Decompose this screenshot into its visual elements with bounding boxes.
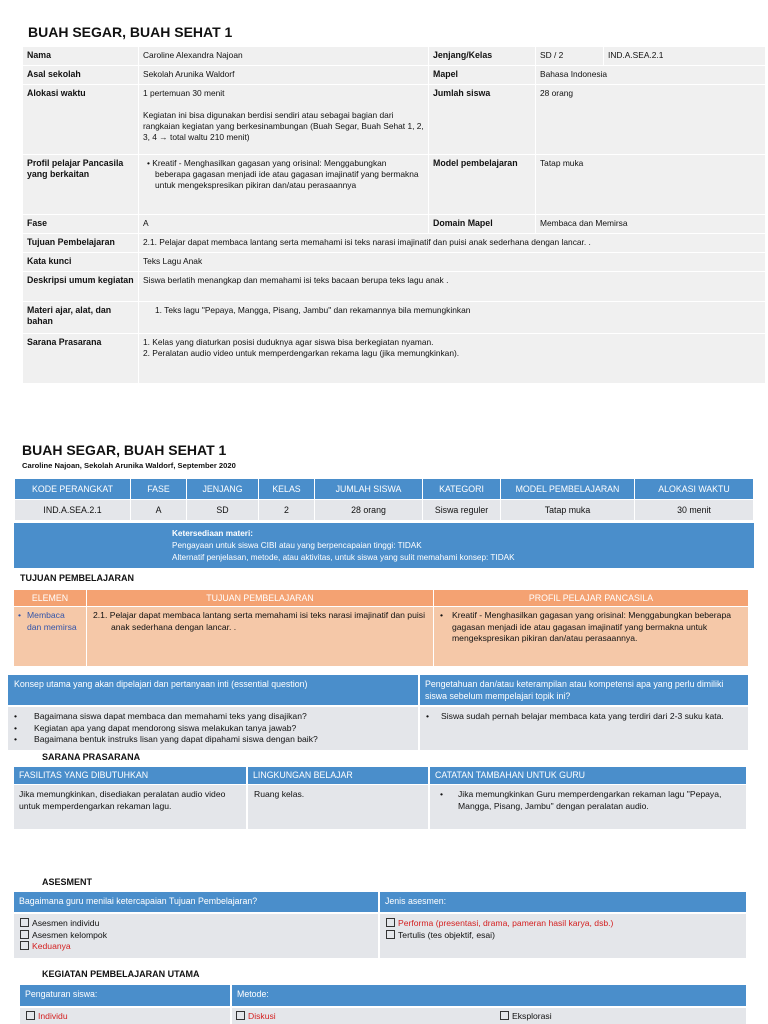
sp-fasilitas: Jika memungkinkan, disediakan peralatan audio video untuk memperdengarkan rekaman lagu. (14, 785, 246, 829)
checkbox-icon[interactable] (236, 1011, 245, 1020)
val-alokasi: 30 menit (635, 500, 754, 521)
val-kode: IND.A.SEA.2.1 (15, 500, 131, 521)
kegiatan-hdr-2: Metode: (232, 985, 746, 1006)
konsep-questions: • Bagaimana siswa dapat membaca dan memahami teks yang disajikan? • Kegiatan apa yang dapat mendorong siswa melakukan tanya jawab? • Bagaimana bentuk instruks lisan yang dapat dipahami siswa dengan baik? (8, 707, 418, 750)
label-jumlah: Jumlah siswa (429, 85, 536, 155)
value-alokasi (139, 85, 429, 155)
sp-hdr-catatan: CATATAN TAMBAHAN UNTUK GURU (430, 767, 746, 784)
tp-hdr-tujuan: TUJUAN PEMBELAJARAN (87, 590, 433, 606)
tp-hdr-elemen: ELEMEN (14, 590, 86, 606)
value-jumlah: 28 orang (536, 85, 766, 155)
val-fase: A (131, 500, 187, 521)
checkbox-icon[interactable] (20, 941, 29, 950)
konsep-hdr-2: Pengetahuan dan/atau keterampilan atau kompetensi apa yang perlu dimiliki siswa sebelum mempelajari topik ini? (420, 675, 748, 705)
value-profil: • Kreatif - Menghasilkan gagasan yang orisinal: Menggabungkan beberapa gagasan menjadi ide atau gagasan imajinatif yang bermakna untuk mengekspresikan pikiran dan/atau perasaannya (139, 155, 429, 215)
sp-lingkungan: Ruang kelas. (248, 785, 428, 829)
section-tujuan: TUJUAN PEMBELAJARAN (20, 573, 135, 583)
value-kata: Teks Lagu Anak (139, 253, 766, 272)
page-title-2: BUAH SEGAR, BUAH SEHAT 1 (22, 442, 227, 458)
sp-hdr-fasilitas: FASILITAS YANG DIBUTUHKAN (14, 767, 246, 784)
sp-catatan: Jika memungkinkan Guru memperdengarkan rekaman lagu "Pepaya, Mangga, Pisang, Jambu" dengan peralatan audio. (458, 789, 722, 811)
kegiatan-col-1 (20, 1008, 230, 1024)
label-deskripsi: Deskripsi umum kegiatan (23, 272, 139, 302)
checkbox-icon[interactable] (20, 918, 29, 927)
section-asesmen: ASESMENT (42, 877, 93, 887)
konsep-hdr-1: Konsep utama yang akan dipelajari dan pertanyaan inti (essential question) (8, 675, 418, 705)
alokasi-line1: 1 pertemuan 30 menit (143, 88, 225, 98)
checkbox-icon[interactable] (20, 930, 29, 939)
asesmen-jenis (380, 914, 746, 958)
label-domain: Domain Mapel (429, 215, 536, 234)
label-alokasi: Alokasi waktu (23, 85, 139, 155)
ketersediaan-line2: Alternatif penjelasan, metode, atau aktivitas, untuk siswa yang sulit memahami konsep: TIDAK (172, 553, 515, 562)
tp-hdr-profil: PROFIL PELAJAR PANCASILA (434, 590, 748, 606)
konsep-q1: Bagaimana siswa dapat membaca dan memahami teks yang disajikan? (34, 711, 307, 721)
label-tujuan: Tujuan Pembelajaran (23, 234, 139, 253)
sarana-line1: 1. Kelas yang diaturkan posisi duduknya agar siswa bisa berkegiatan nyaman. (143, 337, 434, 347)
kegiatan-hdr-1: Pengaturan siswa: (20, 985, 230, 1006)
val-kategori: Siswa reguler (423, 500, 501, 521)
value-jenjang: SD / 2 (536, 47, 604, 66)
val-kelas: 2 (259, 500, 315, 521)
info-table (22, 46, 766, 384)
subtitle: Caroline Najoan, Sekolah Arunika Waldorf, September 2020 (22, 461, 236, 470)
value-asal: Sekolah Arunika Waldorf (139, 66, 429, 85)
asesmen-o2: Asesmen kelompok (32, 929, 107, 940)
tp-tujuan: 2.1. Pelajar dapat membaca lantang serta memahami isi teks narasi imajinatif dan puisi anak sederhana dengan lancar. . (93, 610, 425, 632)
value-domain: Membaca dan Memirsa (536, 215, 766, 234)
ketersediaan-line1: Pengayaan untuk siswa CIBI atau yang berpencapaian tinggi: TIDAK (172, 541, 422, 550)
tp-tujuan-cell (87, 607, 433, 666)
asesmen-hdr-2: Jenis asesmen: (380, 892, 746, 912)
profil-text: Kreatif - Menghasilkan gagasan yang orisinal: Menggabungkan beberapa gagasan menjadi ide atau gagasan imajinatif yang bermakna untuk mengekspresikan pikiran dan/atau perasaannya (152, 158, 419, 190)
kegiatan-o2: Diskusi (248, 1011, 276, 1021)
val-model: Tatap muka (501, 500, 635, 521)
section-sarana: SARANA PRASARANA (42, 752, 141, 762)
val-jumlah: 28 orang (315, 500, 423, 521)
asesmen-o3: Keduanya (32, 941, 71, 951)
sp-hdr-lingkungan: LINGKUNGAN BELAJAR (248, 767, 428, 784)
asesmen-j2: Tertulis (tes objektif, esai) (398, 929, 495, 940)
summary-table (14, 478, 754, 521)
label-model: Model pembelajaran (429, 155, 536, 215)
checkbox-icon[interactable] (386, 930, 395, 939)
label-mapel: Mapel (429, 66, 536, 85)
konsep-q3: Bagaimana bentuk instruks lisan yang dapat dipahami siswa dengan baik? (34, 734, 318, 744)
val-jenjang: SD (187, 500, 259, 521)
konsep-pre: Siswa sudah pernah belajar membaca kata yang terdiri dari 2-3 suku kata. (441, 711, 724, 721)
hdr-model: MODEL PEMBELAJARAN (501, 479, 635, 500)
tp-elemen: Membaca dan memirsa (27, 610, 77, 632)
hdr-alokasi: ALOKASI WAKTU (635, 479, 754, 500)
hdr-jumlah: JUMLAH SISWA (315, 479, 423, 500)
sarana-line2: 2. Peralatan audio video untuk memperdengarkan rekama lagu (jika memungkinkan). (143, 348, 460, 358)
ketersediaan-box (14, 523, 754, 568)
label-fase: Fase (23, 215, 139, 234)
section-kegiatan: KEGIATAN PEMBELAJARAN UTAMA (42, 969, 200, 979)
value-deskripsi: Siswa berlatih menangkap dan memahami isi teks bacaan berupa teks lagu anak . (139, 272, 766, 302)
value-nama: Caroline Alexandra Najoan (139, 47, 429, 66)
ketersediaan-title: Ketersediaan materi: (172, 529, 253, 538)
asesmen-options (14, 914, 378, 958)
kegiatan-col-2 (232, 1008, 746, 1024)
asesmen-hdr-1: Bagaimana guru menilai ketercapaian Tujuan Pembelajaran? (14, 892, 378, 912)
kegiatan-o1: Individu (38, 1011, 68, 1021)
label-asal: Asal sekolah (23, 66, 139, 85)
value-fase: A (139, 215, 429, 234)
sp-catatan-cell: • Jika memungkinkan Guru memperdengarkan rekaman lagu "Pepaya, Mangga, Pisang, Jambu" dengan peralatan audio. (430, 785, 746, 829)
checkbox-icon[interactable] (500, 1011, 509, 1020)
value-materi: 1. Teks lagu "Pepaya, Mangga, Pisang, Jambu" dan rekamannya bila memungkinkan (139, 302, 766, 334)
label-sarana: Sarana Prasarana (23, 334, 139, 384)
value-sarana (139, 334, 766, 384)
value-tujuan: 2.1. Pelajar dapat membaca lantang serta memahami isi teks narasi imajinatif dan puisi anak sederhana dengan lancar. . (139, 234, 766, 253)
konsep-pre-cell: • Siswa sudah pernah belajar membaca kata yang terdiri dari 2-3 suku kata. (420, 707, 748, 750)
hdr-jenjang: JENJANG (187, 479, 259, 500)
hdr-kode: KODE PERANGKAT (15, 479, 131, 500)
value-model: Tatap muka (536, 155, 766, 215)
tp-elemen-cell: • Membaca dan memirsa (14, 607, 86, 666)
label-materi: Materi ajar, alat, dan bahan (23, 302, 139, 334)
hdr-kelas: KELAS (259, 479, 315, 500)
kegiatan-o3: Eksplorasi (512, 1011, 552, 1021)
tp-profil: Kreatif - Menghasilkan gagasan yang orisinal: Menggabungkan beberapa gagasan menjadi ide atau gagasan imajinatif yang bermakna untuk mengekspresikan pikiran dan/atau perasaannya. (452, 610, 732, 643)
hdr-fase: FASE (131, 479, 187, 500)
label-jenjang: Jenjang/Kelas (429, 47, 536, 66)
checkbox-icon[interactable] (26, 1011, 35, 1020)
value-mapel: Bahasa Indonesia (536, 66, 766, 85)
value-kode: IND.A.SEA.2.1 (604, 47, 766, 66)
label-profil: Profil pelajar Pancasila yang berkaitan (23, 155, 139, 215)
label-nama: Nama (23, 47, 139, 66)
tp-profil-cell: • Kreatif - Menghasilkan gagasan yang orisinal: Menggabungkan beberapa gagasan menjadi ide atau gagasan imajinatif yang bermakna untuk mengekspresikan pikiran dan/atau perasaannya. (434, 607, 748, 666)
alokasi-line2: Kegiatan ini bisa digunakan berdisi sendiri atau sebagai bagian dari rangkaian kegiatan yang berkesinambungan (Buah Segar, Buah Sehat 1, 2, 3, 4 → total waltu 210 menit) (143, 110, 424, 142)
checkbox-icon[interactable] (386, 918, 395, 927)
page-title-1: BUAH SEGAR, BUAH SEHAT 1 (28, 24, 233, 40)
asesmen-o1: Asesmen individu (32, 918, 100, 928)
hdr-kategori: KATEGORI (423, 479, 501, 500)
konsep-q2: Kegiatan apa yang dapat mendorong siswa melakukan tanya jawab? (34, 722, 297, 733)
label-kata: Kata kunci (23, 253, 139, 272)
asesmen-j1: Performa (presentasi, drama, pameran hasil karya, dsb.) (398, 918, 614, 928)
